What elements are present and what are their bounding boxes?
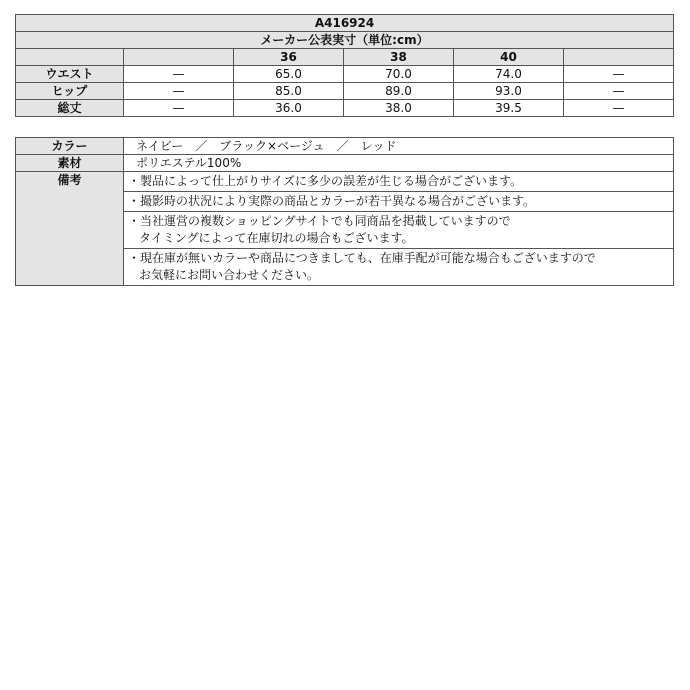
material-value: ポリエステル100% [124,155,674,172]
note-line: お気軽にお問い合わせください。 [139,268,320,282]
note-item [124,172,674,192]
note-item [124,212,674,249]
measurement-cell: 74.0 [454,66,564,83]
size-table [15,14,674,117]
color-value: ネイビー ／ ブラック×ベージュ ／ レッド [124,138,674,155]
measurement-cell: — [564,100,674,117]
size-header [564,49,674,66]
measurement-cell: 89.0 [344,83,454,100]
measurement-cell: — [124,83,234,100]
note-line: ・製品によって仕上がりサイズに多少の誤差が生じる場合がございます。 [128,174,523,188]
table-row [16,83,674,100]
row-label: ウエスト [16,66,124,83]
size-header [124,49,234,66]
measurement-cell: 38.0 [344,100,454,117]
product-code: A416924 [16,15,674,32]
measurement-cell: — [564,83,674,100]
measurement-cell: 85.0 [234,83,344,100]
notes-label: 備考 [16,172,124,286]
measurement-cell: 36.0 [234,100,344,117]
size-header: 36 [234,49,344,66]
info-table [15,137,674,286]
note-line: ・撮影時の状況により実際の商品とカラーが若干異なる場合がございます。 [128,194,536,208]
material-label: 素材 [16,155,124,172]
measurement-cell: — [124,66,234,83]
measurement-cell: 93.0 [454,83,564,100]
size-header-row [16,49,674,66]
note-item [124,192,674,212]
measurement-cell: — [564,66,674,83]
note-line: ・現在庫が無いカラーや商品につきましても、在庫手配が可能な場合もございますので [128,251,596,265]
size-table-title: メーカー公表実寸（単位:cm） [16,32,674,49]
product-spec-sheet [15,14,673,286]
note-line: タイミングによって在庫切れの場合もございます。 [139,231,414,245]
size-header-corner [16,49,124,66]
measurement-cell: 39.5 [454,100,564,117]
material-row [16,155,674,172]
note-item [124,249,674,286]
notes-row [16,172,674,192]
color-row [16,138,674,155]
measurement-cell: — [124,100,234,117]
row-label: ヒップ [16,83,124,100]
table-row [16,66,674,83]
note-line: ・当社運営の複数ショッピングサイトでも同商品を掲載していますので [128,214,511,228]
measurement-cell: 65.0 [234,66,344,83]
size-header: 40 [454,49,564,66]
table-row [16,100,674,117]
size-header: 38 [344,49,454,66]
measurement-cell: 70.0 [344,66,454,83]
color-label: カラー [16,138,124,155]
row-label: 総丈 [16,100,124,117]
